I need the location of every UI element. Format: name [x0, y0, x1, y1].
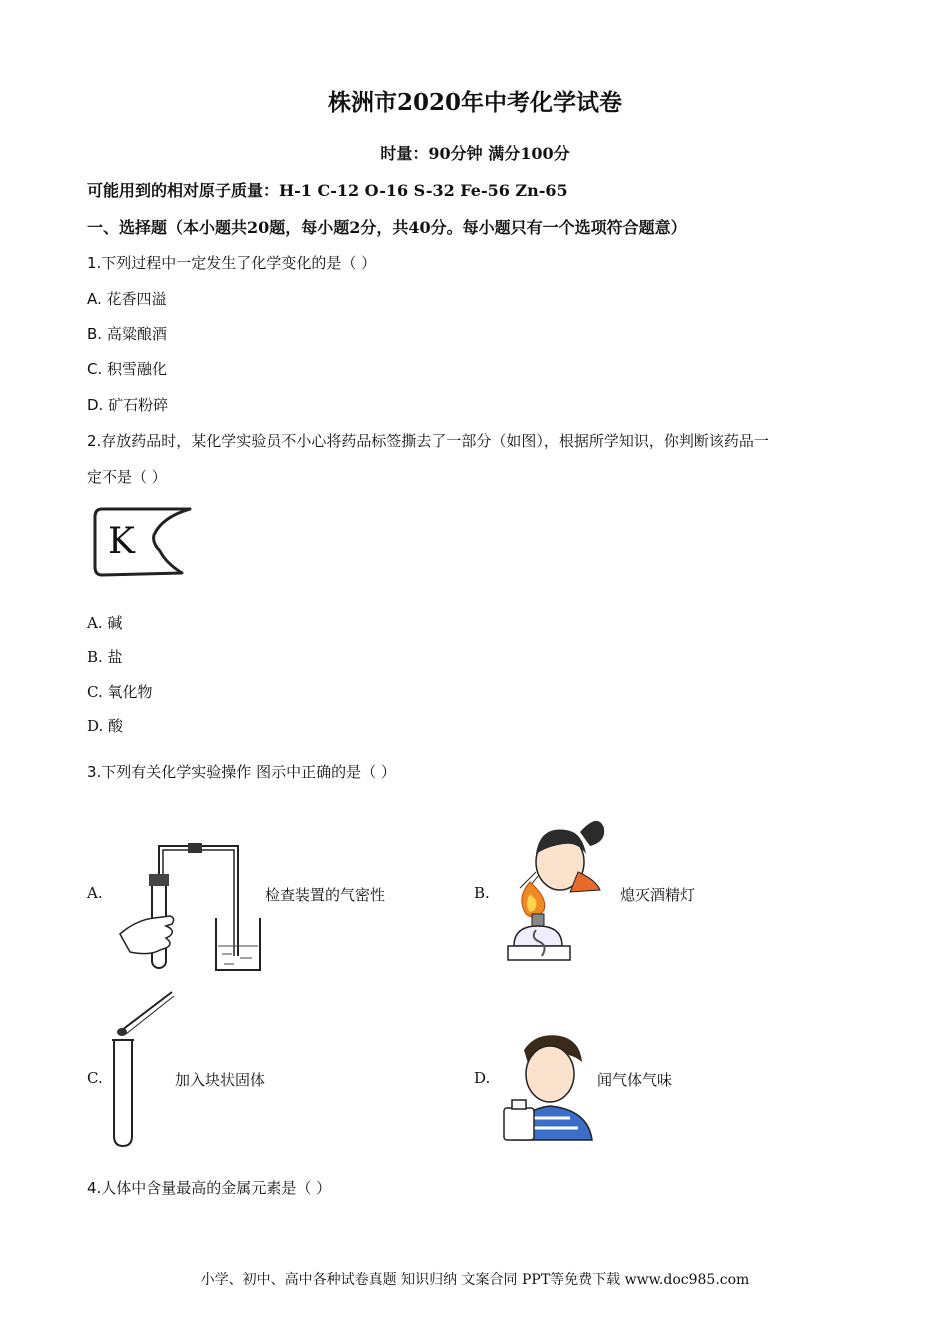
q3-option-c-caption: 加入块状固体 — [175, 1071, 266, 1089]
q3-option-b-caption: 熄灭酒精灯 — [620, 886, 696, 904]
label-letter: K — [108, 521, 135, 562]
atomic-masses: 可能用到的相对原子质量：H-1 C-12 O-16 S-32 Fe-56 Zn-65 — [87, 181, 568, 200]
section-heading: 一、选择题（本小题共20题，每小题2分，共40分。每小题只有一个选项符合题意） — [87, 218, 687, 237]
extinguish-lamp-illustration — [500, 802, 615, 972]
q3-option-a-letter: A. — [87, 884, 103, 902]
q3-option-d-caption: 闻气体气味 — [597, 1071, 673, 1089]
question-4-stem: 4.人体中含量最高的金属元素是（ ） — [87, 1179, 332, 1197]
q2-option-b: B. 盐 — [87, 648, 123, 666]
smell-gas-illustration — [500, 1030, 600, 1145]
add-solid-illustration — [108, 988, 178, 1148]
question-1-stem: 1.下列过程中一定发生了化学变化的是（ ） — [87, 254, 377, 272]
exam-duration: 时量：90分钟 满分100分 — [380, 144, 570, 163]
q1-option-b: B. 高粱酿酒 — [87, 325, 167, 343]
q3-option-d-letter: D. — [474, 1069, 491, 1087]
question-2-stem-line2: 定不是（ ） — [87, 468, 167, 486]
torn-label-figure — [92, 505, 196, 581]
page-footer: 小学、初中、高中各种试卷真题 知识归纳 文案合同 PPT等免费下载 www.doc985.com — [200, 1272, 750, 1288]
question-3-stem: 3.下列有关化学实验操作 图示中正确的是（ ） — [87, 763, 396, 781]
q1-option-c: C. 积雪融化 — [87, 360, 168, 378]
page-title: 株洲市2020年中考化学试卷 — [327, 89, 622, 116]
airtightness-check-illustration — [110, 838, 270, 978]
q1-option-d: D. 矿石粉碎 — [87, 396, 169, 414]
q2-option-c: C. 氧化物 — [87, 683, 153, 701]
question-2-stem-line1: 2.存放药品时，某化学实验员不小心将药品标签撕去了一部分（如图），根据所学知识，你判断该药品一 — [87, 432, 769, 450]
q3-option-c-letter: C. — [87, 1069, 103, 1087]
q1-option-a: A. 花香四溢 — [87, 290, 167, 308]
q3-option-b-letter: B. — [474, 884, 490, 902]
q3-option-a-caption: 检查装置的气密性 — [265, 886, 386, 904]
q2-option-d: D. 酸 — [87, 717, 124, 735]
q2-option-a: A. 碱 — [87, 614, 123, 632]
